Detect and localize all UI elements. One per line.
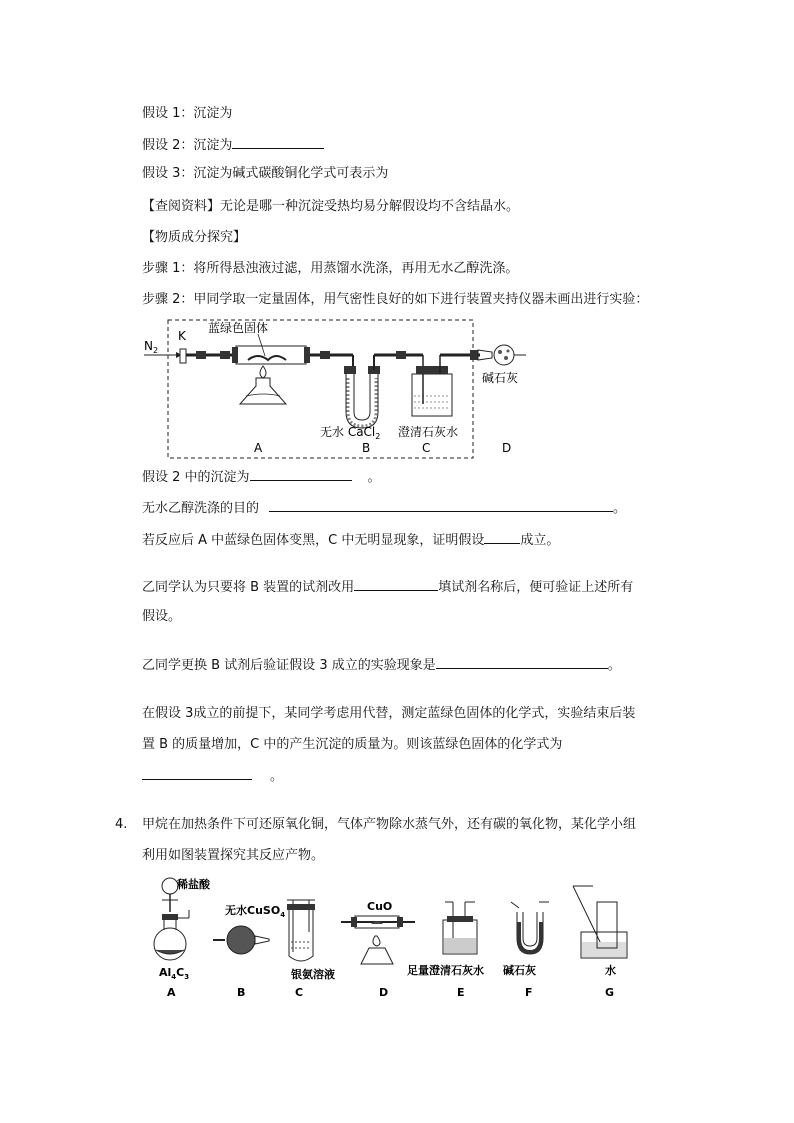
question-3-text: 若反应后 A 中蓝绿色固体变黑，C 中无明显现象，证明假设 (142, 533, 485, 548)
wash-bottle-e (443, 902, 477, 954)
answer-blank[interactable] (354, 576, 438, 591)
hypothesis-3-text: 假设 3：沉淀为碱式碳酸铜化学式可表示为 (142, 166, 389, 181)
reaction-tube-d (341, 916, 415, 964)
bottle-c (412, 374, 452, 416)
answer-blank[interactable] (436, 654, 608, 669)
problem-number: 4. (115, 817, 128, 832)
question-5-text: 乙同学更换 B 试剂后验证假设 3 成立的实验现象是 (142, 658, 436, 673)
question-5: 乙同学更换 B 试剂后验证假设 3 成立的实验现象是 。 (142, 654, 621, 676)
question-6-answer: 。 (142, 765, 283, 787)
silver-ammonia-label: 银氨溶液 (291, 968, 335, 981)
cacl2-label: 无水 CaCl$_2$ (320, 425, 381, 441)
solid-sample (248, 356, 286, 360)
hcl-label: 稀盐酸 (177, 878, 210, 891)
question-1-text: 假设 2 中的沉淀为 (142, 470, 250, 485)
label-d: D (502, 441, 512, 455)
apparatus-diagram-1 (140, 316, 540, 461)
cuso4-label: 无水CuSO$_4$ (225, 904, 286, 919)
u-tube-b (346, 370, 378, 428)
question-4-text: 乙同学认为只要将 B 装置的试剂改用 (142, 580, 355, 595)
cuo-label: CuO (367, 900, 393, 913)
step-2 (142, 290, 648, 310)
hypothesis-1-text: 假设 1：沉淀为 (142, 106, 233, 121)
fig2-label-g: G (605, 986, 615, 999)
label-a: A (254, 441, 263, 455)
reference-info-text: 【查阅资料】无论是哪一种沉淀受热均易分解假设均不含结晶水。 (142, 199, 520, 214)
reference-info (142, 197, 519, 217)
question-6-cont: 置 B 的质量增加，C 中的产生沉淀的质量为。则该蓝绿色固体的化学式为 (142, 737, 563, 752)
valve-k (180, 349, 186, 363)
fig2-label-f: F (525, 986, 533, 999)
question-2: 无水乙醇洗涤的目的 。 (142, 497, 626, 519)
answer-blank[interactable] (484, 529, 520, 544)
water-trough-g (573, 886, 627, 958)
question-4: 乙同学认为只要将 B 装置的试剂改用 填试剂名称后，便可验证上述所有 (142, 576, 633, 598)
hypothesis-2 (142, 134, 324, 156)
hypothesis-2-text: 假设 2：沉淀为 (142, 138, 233, 153)
question-2-text: 无水乙醇洗涤的目的 (142, 501, 260, 516)
question-6-text: 在假设 3成立的前提下，某同学考虑用代替，测定蓝绿色固体的化学式，实验结束后装 (142, 706, 636, 721)
answer-blank[interactable] (250, 466, 352, 481)
section-heading (142, 228, 246, 248)
fig2-label-a: A (167, 986, 176, 999)
label-c: C (422, 441, 431, 455)
question-4-cont: 假设。 (142, 609, 182, 624)
fig2-label-d: D (379, 986, 389, 999)
answer-blank[interactable] (142, 765, 252, 780)
solid-label: 蓝绿色固体 (208, 321, 269, 335)
answer-blank[interactable] (232, 134, 324, 149)
drying-tube-d (478, 350, 492, 360)
fig2-soda-lime-label: 碱石灰 (503, 964, 536, 977)
reaction-tube (236, 346, 306, 364)
valve-k-label: K (178, 329, 186, 343)
step-1 (142, 259, 518, 279)
fig2-limewater-label: 足量澄清石灰水 (407, 964, 484, 977)
question-1: 假设 2 中的沉淀为 。 (142, 466, 381, 488)
u-tube-f (511, 902, 549, 954)
test-tube-c (287, 900, 315, 961)
hypothesis-1 (142, 104, 232, 124)
question-6 (142, 704, 635, 724)
al4c3-label: $Al_4C_3$ (159, 966, 190, 981)
label-b: B (362, 441, 371, 455)
fig2-label-e: E (457, 986, 465, 999)
problem-4-line-2: 利用如图装置探究其反应产物。 (142, 848, 325, 863)
limewater-label: 澄清石灰水 (398, 425, 459, 439)
fig2-label-b: B (237, 986, 246, 999)
step-2-text: 步骤 2：甲同学取一定量固体，用气密性良好的如下进行装置夹持仪器未画出进行实验： (142, 292, 649, 307)
soda-lime-label: 碱石灰 (482, 371, 519, 385)
drying-tube-b (213, 926, 269, 954)
n2-label: $N_2$ (144, 339, 159, 355)
section-heading-text: 【物质成分探究】 (142, 230, 247, 245)
apparatus-diagram-2 (145, 872, 645, 1007)
hypothesis-3 (142, 164, 388, 184)
problem-4-line-1: 甲烷在加热条件下可还原氧化铜，气体产物除水蒸气外，还有碳的氧化物，某化学小组 (142, 817, 637, 832)
answer-blank[interactable] (269, 497, 613, 512)
fig2-label-c: C (295, 986, 304, 999)
water-label: 水 (605, 964, 616, 977)
alcohol-lamp (240, 378, 286, 404)
step-1-text: 步骤 1：将所得悬浊液过滤，用蒸馏水洗涤，再用无水乙醇洗涤。 (142, 261, 519, 276)
question-3: 若反应后 A 中蓝绿色固体变黑，C 中无明显现象，证明假设 成立。 (142, 529, 559, 551)
